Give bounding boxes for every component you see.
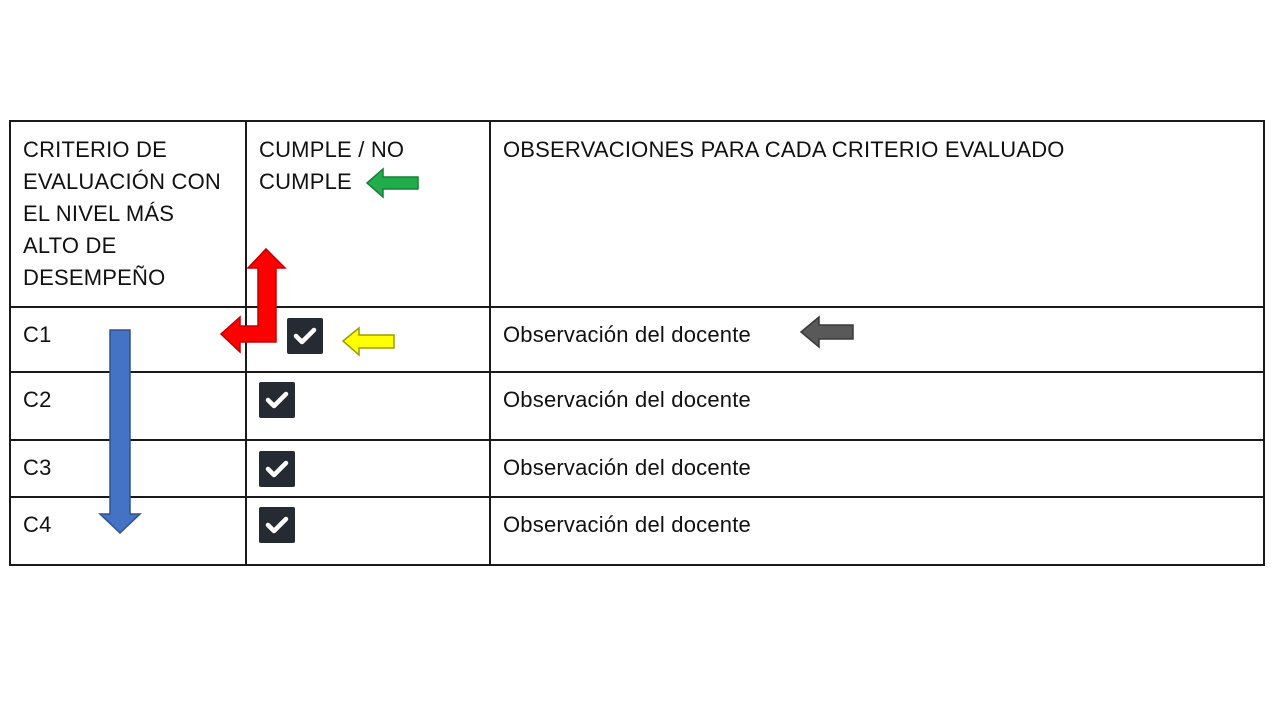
row-divider bbox=[11, 496, 1263, 498]
checkbox-checked[interactable] bbox=[259, 451, 295, 487]
criterion-label: C3 bbox=[23, 455, 52, 480]
checkmark-icon bbox=[287, 318, 323, 354]
observation-text: Observación del docente bbox=[503, 512, 751, 537]
checkbox-checked[interactable] bbox=[259, 507, 295, 543]
observation-text: Observación del docente bbox=[503, 387, 751, 412]
criterion-label: C2 bbox=[23, 387, 52, 412]
header-criterion-line: EL NIVEL MÁS bbox=[23, 201, 175, 226]
header-criterion-line: CRITERIO DE bbox=[23, 137, 167, 162]
row-divider bbox=[11, 371, 1263, 373]
header-observations: OBSERVACIONES PARA CADA CRITERIO EVALUADO bbox=[503, 137, 1065, 162]
header-criterion-line: EVALUACIÓN CON bbox=[23, 169, 221, 194]
header-criterion-line: ALTO DE bbox=[23, 233, 117, 258]
row-divider bbox=[11, 439, 1263, 441]
criterion-label: C4 bbox=[23, 512, 52, 537]
checkmark-icon bbox=[259, 507, 295, 543]
checkmark-icon bbox=[259, 451, 295, 487]
observation-text: Observación del docente bbox=[503, 455, 751, 480]
header-status-line: CUMPLE bbox=[259, 169, 352, 194]
checkbox-checked[interactable] bbox=[259, 382, 295, 418]
header-status-line: CUMPLE / NO bbox=[259, 137, 405, 162]
observation-text: Observación del docente bbox=[503, 322, 751, 347]
row-divider bbox=[11, 306, 1263, 308]
header-criterion-line: DESEMPEÑO bbox=[23, 265, 166, 290]
header-criterion bbox=[23, 134, 221, 294]
checkmark-icon bbox=[259, 382, 295, 418]
checkbox-checked[interactable] bbox=[287, 318, 323, 354]
rubric-table bbox=[9, 120, 1265, 566]
header-status bbox=[259, 134, 404, 198]
criterion-label: C1 bbox=[23, 322, 52, 347]
